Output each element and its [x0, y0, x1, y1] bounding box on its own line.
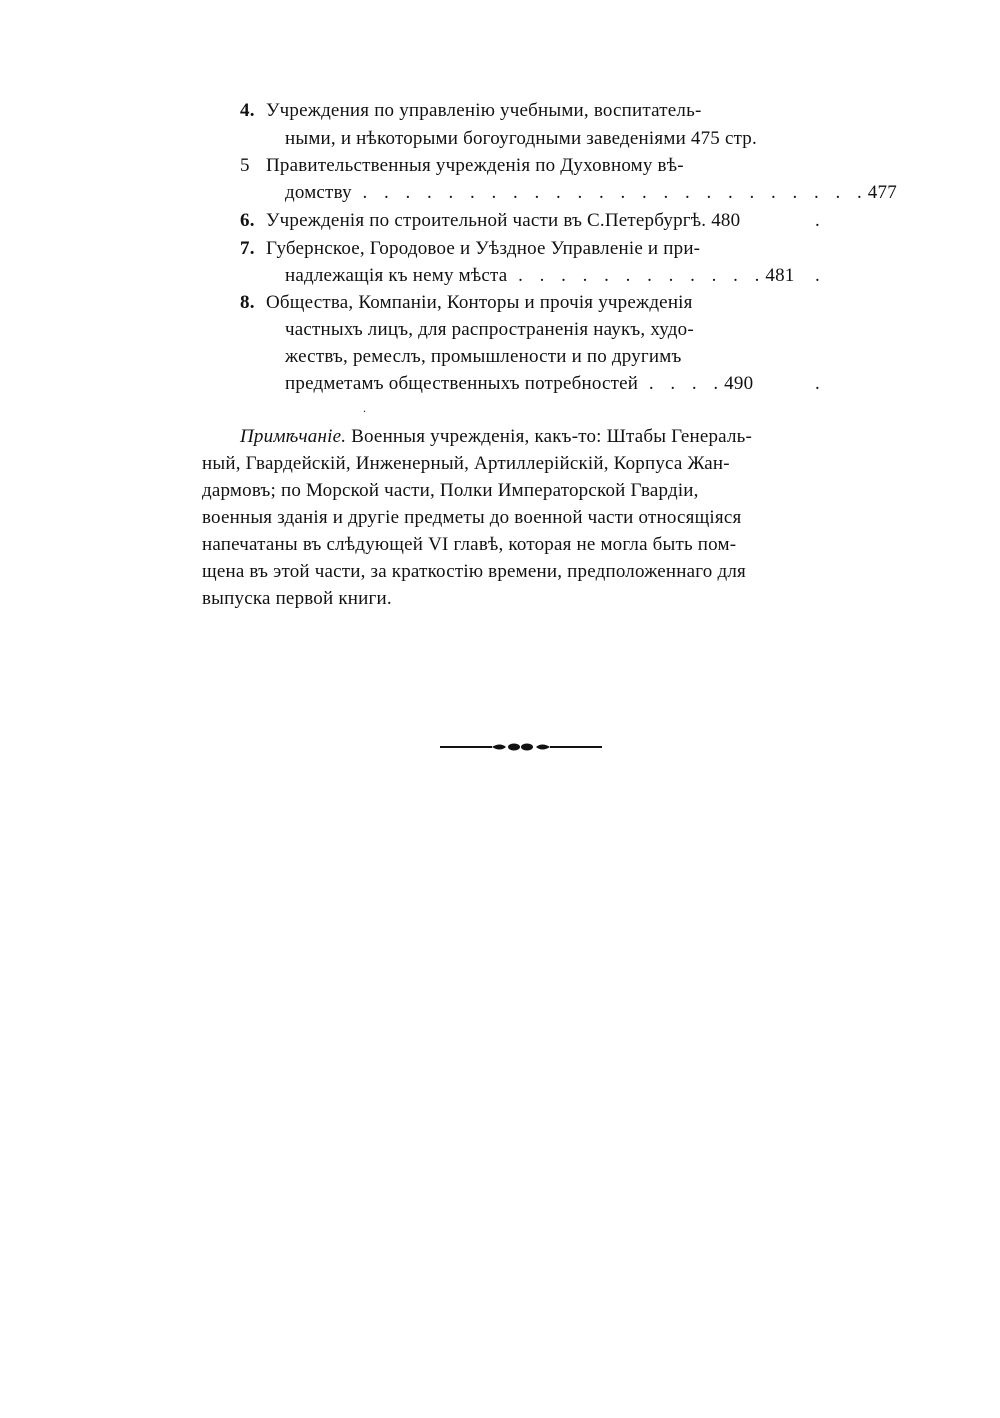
- stray-dot: .: [363, 401, 366, 415]
- toc-entry-5-line-2: [285, 180, 897, 206]
- ornament-divider-icon: [440, 740, 602, 754]
- note-label: Примѣчаніе.: [240, 426, 347, 447]
- toc-entry-6-line-1: [240, 208, 740, 234]
- toc-entry-4-line-1: [240, 98, 702, 124]
- toc-entry-8-line-2: [285, 317, 694, 343]
- note-text-2: ный, Гвардейскій, Инженерный, Артиллерійскій, Корпуса Жан-: [202, 453, 730, 474]
- toc-entry-7-page: 481: [765, 265, 795, 286]
- stray-dot: .: [815, 265, 820, 286]
- note-line-6: [202, 559, 746, 585]
- toc-entry-4-number: 4.: [240, 100, 255, 121]
- toc-entry-8-number: 8.: [240, 292, 255, 313]
- note-text-4: военныя зданія и другіе предметы до военной части относящіяся: [202, 507, 742, 528]
- toc-entry-4-continuation: ными, и нѣкоторыми богоугодными заведеніями 475 стр.: [285, 128, 757, 149]
- note-line-5: [202, 532, 736, 558]
- toc-entry-5-title: Правительственныя учрежденія по Духовному вѣ-: [266, 155, 684, 176]
- stray-dot: .: [815, 373, 820, 394]
- toc-entry-8-continuation-3: предметамъ общественныхъ потребностей: [285, 373, 639, 394]
- note-text-6: щена въ этой части, за краткостію времени, предположеннаго для: [202, 561, 746, 582]
- note-line-3: [202, 478, 699, 504]
- note-text-5: напечатаны въ слѣдующей VI главѣ, которая не могла быть пом-: [202, 534, 737, 555]
- toc-entry-8-line-3: [285, 344, 682, 370]
- toc-entry-4-title: Учреждения по управленію учебными, воспитатель-: [266, 100, 702, 121]
- toc-entry-7-line-2: [285, 263, 794, 289]
- note-line-2: [202, 451, 730, 477]
- note-text-7: выпуска первой книги.: [202, 588, 392, 609]
- toc-entry-5-page: 477: [867, 182, 897, 203]
- toc-entry-6-title: Учрежденія по строительной части въ С.Петербургѣ. 480: [266, 210, 741, 231]
- toc-entry-7-line-1: [240, 236, 700, 262]
- toc-entry-8-page: 490: [724, 373, 754, 394]
- note-text-3: дармовъ; по Морской части, Полки Императорской Гвардіи,: [202, 480, 699, 501]
- toc-entry-7-number: 7.: [240, 238, 255, 259]
- note-line-4: [202, 505, 741, 531]
- leader-dots: . . . .: [638, 373, 725, 394]
- leader-dots: . . . . . . . . . . . . . . . . . . . . . . . .: [351, 182, 868, 203]
- toc-entry-4-line-2: [285, 126, 757, 152]
- toc-entry-8-continuation-2: жествъ, ремеслъ, промышлености и по другимъ: [285, 346, 682, 367]
- toc-entry-5-continuation: домству: [285, 182, 352, 203]
- toc-entry-7-continuation: надлежащія къ нему мѣста: [285, 265, 508, 286]
- toc-entry-7-title: Губернское, Городовое и Уѣздное Управленіе и при-: [266, 238, 701, 259]
- toc-entry-8-line-1: [240, 290, 693, 316]
- leader-dots: . . . . . . . . . . . .: [507, 265, 766, 286]
- toc-entry-8-title: Общества, Компаніи, Конторы и прочія учрежденія: [266, 292, 693, 313]
- toc-entry-5-line-1: [240, 153, 684, 179]
- toc-entry-6-number: 6.: [240, 210, 255, 231]
- stray-dot: .: [815, 210, 820, 231]
- note-line-7: [202, 586, 392, 612]
- toc-entry-8-continuation-1: частныхъ лицъ, для распространенія наукъ, худо-: [285, 319, 694, 340]
- note-line-1: [240, 424, 752, 450]
- toc-entry-5-number: 5: [240, 155, 250, 176]
- toc-entry-8-line-4: [285, 371, 753, 397]
- note-text-1: Военныя учрежденія, какъ-то: Штабы Генераль-: [351, 426, 753, 447]
